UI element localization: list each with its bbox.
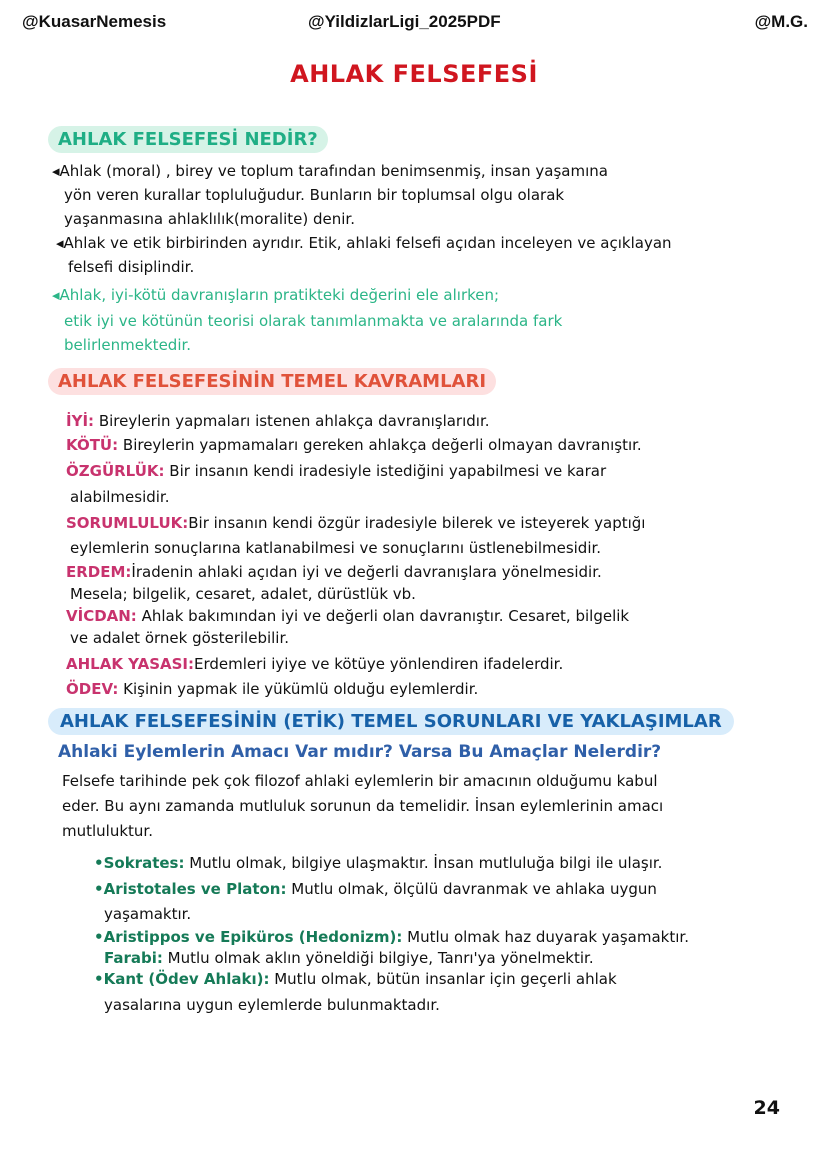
header-channel: @YildizlarLigi_2025PDF xyxy=(308,12,501,31)
view-item: •Sokrates: Mutlu olmak, bilgiye ulaşmaktır. İnsan mutluluğa bilgi ile ulaşır. xyxy=(94,854,663,872)
philosopher-name: Farabi: xyxy=(104,949,163,967)
definition-line: etik iyi ve kötünün teorisi olarak tanımlanmakta ve aralarında fark xyxy=(64,312,563,330)
philosopher-name: Sokrates: xyxy=(103,854,185,872)
concept-item: ERDEM:İradenin ahlaki açıdan iyi ve değerli davranışlara yönelmesidir. xyxy=(66,563,602,581)
definition-line: yön veren kurallar topluluğudur. Bunların bir toplumsal olgu olarak xyxy=(64,186,565,204)
philosopher-name: Aristippos ve Epiküros (Hedonizm): xyxy=(103,928,403,946)
page-number: 24 xyxy=(753,1097,780,1119)
concept-term: ÖZGÜRLÜK: xyxy=(66,462,165,480)
concept-item: ÖDEV: Kişinin yapmak ile yükümlü olduğu eylemlerdir. xyxy=(66,680,479,698)
concept-cont: alabilmesidir. xyxy=(70,488,170,506)
section-heading-definition: AHLAK FELSEFESİ NEDİR? xyxy=(48,126,328,153)
view-item: •Kant (Ödev Ahlakı): Mutlu olmak, bütün insanlar için geçerli ahlak xyxy=(94,970,617,988)
bullet-arrow-icon: ◂ xyxy=(52,162,60,180)
view-item: Farabi: Mutlu olmak aklın yöneldiği bilgiye, Tanrı'ya yönelmektir. xyxy=(104,949,594,967)
bullet-arrow-icon: ◂ xyxy=(56,234,64,252)
intro-line: mutluluktur. xyxy=(62,822,153,840)
view-cont: yasalarına uygun eylemlerde bulunmaktadır. xyxy=(104,996,440,1014)
definition-paragraph-1: ◂Ahlak (moral) , birey ve toplum tarafından benimsenmiş, insan yaşamına xyxy=(52,162,608,180)
concept-term: ÖDEV: xyxy=(66,680,119,698)
subheading-question: Ahlaki Eylemlerin Amacı Var mıdır? Varsa Bu Amaçlar Nelerdir? xyxy=(58,742,662,762)
concept-term: KÖTÜ: xyxy=(66,436,119,454)
view-item: •Aristotales ve Platon: Mutlu olmak, ölçülü davranmak ve ahlaka uygun xyxy=(94,880,657,898)
definition-line: belirlenmektedir. xyxy=(64,336,192,354)
concept-item: SORUMLULUK:Bir insanın kendi özgür iradesiyle bilerek ve isteyerek yaptığı xyxy=(66,514,646,532)
concept-item: KÖTÜ: Bireylerin yapmamaları gereken ahlakça değerli olmayan davranıştır. xyxy=(66,436,642,454)
concept-item: ÖZGÜRLÜK: Bir insanın kendi iradesiyle istediğini yapabilmesi ve karar xyxy=(66,462,607,480)
philosopher-name: Kant (Ödev Ahlakı): xyxy=(103,970,270,988)
definition-paragraph-3: ◂Ahlak, iyi-kötü davranışların pratikteki değerini ele alırken; xyxy=(52,286,500,304)
page-title: AHLAK FELSEFESİ xyxy=(290,60,538,88)
section-heading-concepts: AHLAK FELSEFESİNİN TEMEL KAVRAMLARI xyxy=(48,368,496,395)
concept-term: SORUMLULUK: xyxy=(66,514,189,532)
concept-term: VİCDAN: xyxy=(66,607,137,625)
view-item: •Aristippos ve Epiküros (Hedonizm): Mutlu olmak haz duyarak yaşamaktır. xyxy=(94,928,689,946)
concept-term: İYİ: xyxy=(66,412,95,430)
concept-term: ERDEM: xyxy=(66,563,132,581)
concept-item: İYİ: Bireylerin yapmaları istenen ahlakça davranışlarıdır. xyxy=(66,412,490,430)
definition-line: yaşanmasına ahlaklılık(moralite) denir. xyxy=(64,210,355,228)
definition-line: felsefi disiplindir. xyxy=(68,258,195,276)
concept-cont: eylemlerin sonuçlarına katlanabilmesi ve sonuçlarını üstlenebilmesidir. xyxy=(70,539,602,557)
concept-term: AHLAK YASASI: xyxy=(66,655,195,673)
header-author: @M.G. xyxy=(754,12,808,31)
section-heading-problems: AHLAK FELSEFESİNİN (ETİK) TEMEL SORUNLARI VE YAKLAŞIMLAR xyxy=(48,708,734,735)
view-cont: yaşamaktır. xyxy=(104,905,192,923)
concept-item: AHLAK YASASI:Erdemleri iyiye ve kötüye yönlendiren ifadelerdir. xyxy=(66,655,564,673)
definition-paragraph-2: ◂Ahlak ve etik birbirinden ayrıdır. Etik, ahlaki felsefi açıdan inceleyen ve açıklayan xyxy=(56,234,672,252)
bullet-arrow-icon: ◂ xyxy=(52,286,60,304)
intro-line: eder. Bu aynı zamanda mutluluk sorunun da temelidir. İnsan eylemlerinin amacı xyxy=(62,797,664,815)
header-username-left: @KuasarNemesis xyxy=(22,12,167,31)
concept-item: VİCDAN: Ahlak bakımından iyi ve değerli olan davranıştır. Cesaret, bilgelik xyxy=(66,607,630,625)
concept-cont: Mesela; bilgelik, cesaret, adalet, dürüstlük vb. xyxy=(70,585,416,603)
concept-cont: ve adalet örnek gösterilebilir. xyxy=(70,629,290,647)
philosopher-name: Aristotales ve Platon: xyxy=(103,880,287,898)
intro-line: Felsefe tarihinde pek çok filozof ahlaki eylemlerin bir amacının olduğumu kabul xyxy=(62,772,658,790)
